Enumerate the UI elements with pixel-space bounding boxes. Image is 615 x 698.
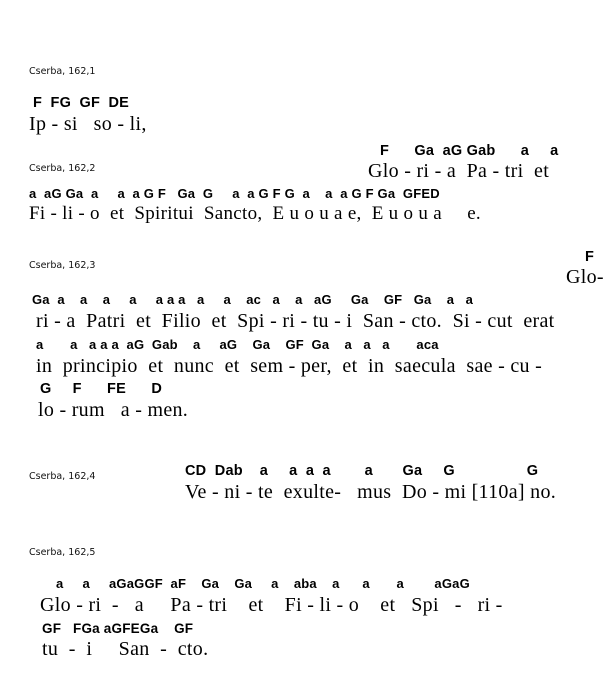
- lyric-line: Glo - ri - a Pa - tri et Fi - li - o et Spi - ri -: [40, 594, 503, 616]
- chant-reference: Cserba, 162,3: [29, 260, 96, 271]
- neume-line: F: [585, 249, 595, 265]
- neume-line: a aG Ga a a a G F Ga G a a G F G a a a G F Ga GFED: [29, 186, 440, 201]
- neume-line: F FG GF DE: [33, 95, 130, 111]
- lyric-line: Fi - li - o et Spiritui Sancto, E u o u a e, E u o u a e.: [29, 203, 481, 224]
- lyric-line: Glo - ri - a Pa - tri et: [368, 160, 550, 182]
- lyric-line: tu - i San - cto.: [42, 638, 209, 660]
- neume-line: Ga a a a a a a a a a ac a a aG Ga GF Ga a a: [32, 292, 474, 307]
- lyric-line: Ip - si so - li,: [29, 113, 147, 135]
- neume-line: GF FGa aGFEGa GF: [42, 621, 194, 636]
- neume-line: F Ga aG Gab a a: [380, 143, 559, 159]
- lyric-line: ri - a Patri et Filio et Spi - ri - tu - i San - cto. Si - cut erat: [36, 310, 555, 332]
- chant-reference: Cserba, 162,5: [29, 547, 96, 558]
- neume-line: CD Dab a a a a a Ga G G: [185, 463, 539, 479]
- neume-line: a a aGaGGF aF Ga Ga a aba a a a aGaG: [56, 576, 470, 591]
- lyric-line: in principio et nunc et sem - per, et in saecula sae - cu -: [36, 355, 543, 377]
- chant-reference: Cserba, 162,1: [29, 66, 96, 77]
- neume-line: G F FE D: [40, 381, 163, 397]
- chant-reference: Cserba, 162,4: [29, 471, 96, 482]
- neume-line: a a a a a aG Gab a aG Ga GF Ga a a a aca: [36, 337, 439, 352]
- lyric-line: Ve - ni - te exulte- mus Do - mi [110a] no.: [185, 481, 557, 503]
- chant-reference: Cserba, 162,2: [29, 163, 96, 174]
- lyric-line: lo - rum a - men.: [38, 399, 189, 421]
- lyric-line: Glo-: [566, 266, 604, 288]
